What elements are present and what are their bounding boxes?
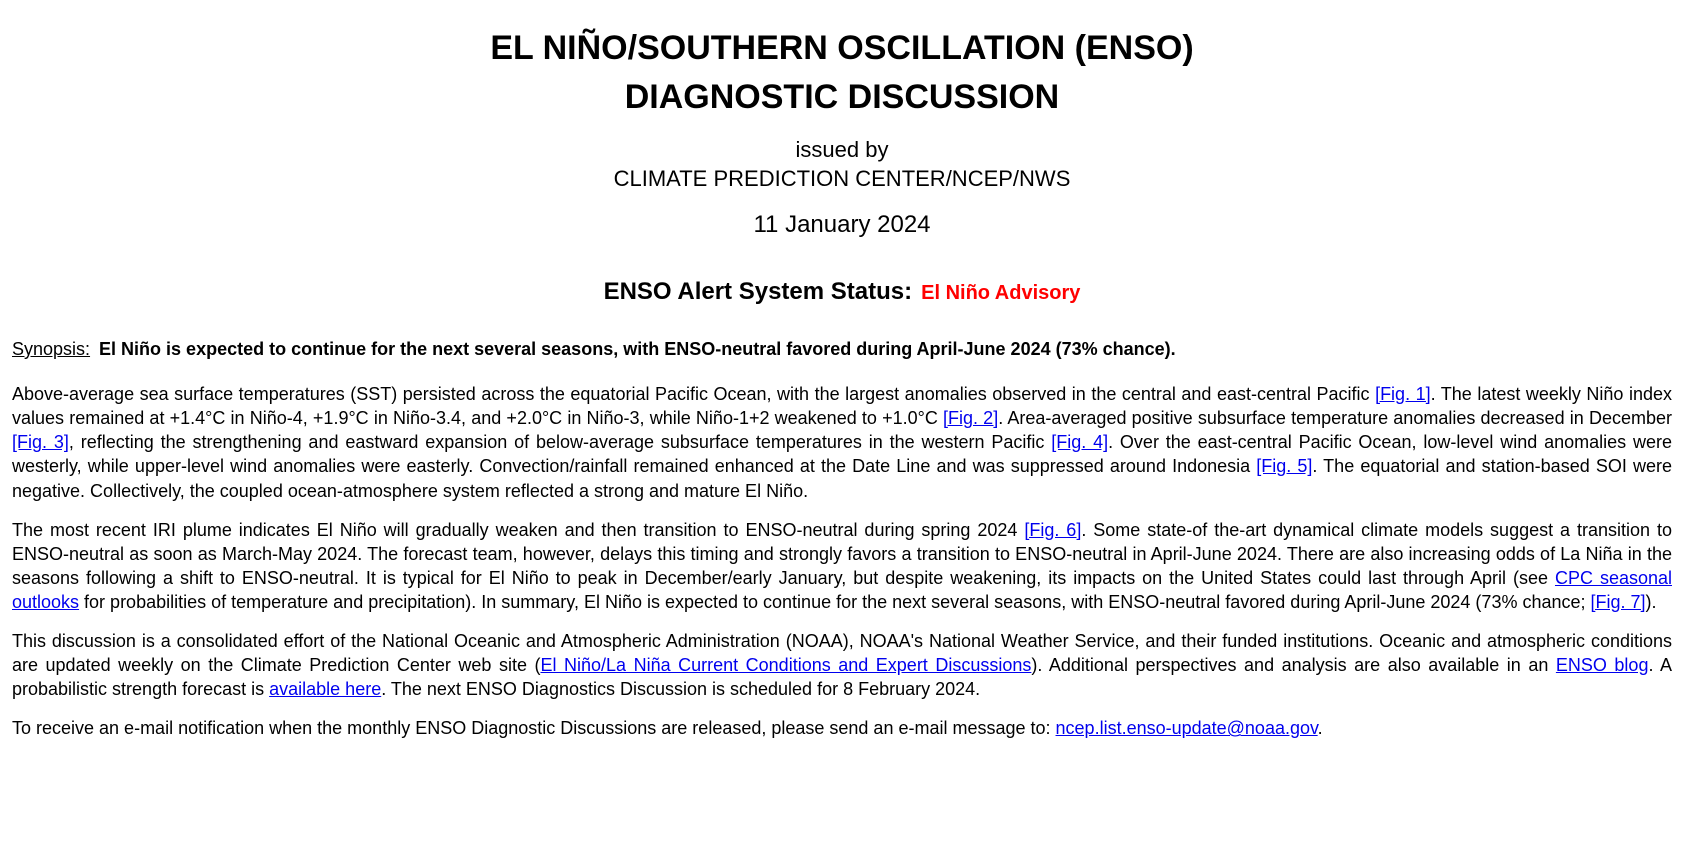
text-run: for probabilities of temperature and precipitation). In summary, El Niño is expected to continue for the next several seasons, with ENSO-neutral favored during April-June 2024 (73% chance; bbox=[79, 592, 1591, 613]
fig-6-link[interactable]: [Fig. 6] bbox=[1024, 519, 1082, 540]
text-run: ). Additional perspectives and analysis are also available in an bbox=[1031, 655, 1556, 676]
issue-date: 11 January 2024 bbox=[753, 210, 931, 238]
alert-status-label: ENSO Alert System Status: bbox=[603, 277, 913, 305]
fig-4-link[interactable]: [Fig. 4] bbox=[1051, 432, 1109, 453]
issued-by-label: issued by bbox=[795, 136, 889, 162]
text-run: ). bbox=[1645, 592, 1657, 613]
alert-status-line bbox=[12, 276, 1672, 307]
title-line-2: DIAGNOSTIC DISCUSSION bbox=[624, 78, 1060, 117]
text-run: . Area-averaged positive subsurface temperature anomalies decreased in December bbox=[998, 408, 1672, 429]
paragraph-ocean-conditions bbox=[12, 382, 1672, 503]
text-run: The most recent IRI plume indicates El Niño will gradually weaken and then transition to ENSO-neutral during spring 2024 bbox=[12, 519, 1025, 540]
synopsis-label: Synopsis: bbox=[12, 339, 91, 360]
text-run: , reflecting the strengthening and eastward expansion of below-average subsurface temperatures in the western Pacific bbox=[68, 432, 1052, 453]
available-here-link[interactable]: available here bbox=[269, 679, 382, 700]
current-conditions-link[interactable]: El Niño/La Niña Current Conditions and Expert Discussions bbox=[540, 655, 1032, 676]
fig-7-link[interactable]: [Fig. 7] bbox=[1590, 592, 1646, 613]
alert-status-value: El Niño Advisory bbox=[921, 281, 1081, 304]
text-run: To receive an e-mail notification when the monthly ENSO Diagnostic Discussions are released, please send an e-mail message to: bbox=[12, 718, 1056, 739]
text-run: . The latest weekly Niño index values remained at +1.4°C in Niño-4, +1.9°C in Niño-3.4, and +2.0°C in Niño-3, while Niño-1+2 weakened to +1.0°C bbox=[12, 384, 1672, 429]
text-run: . bbox=[1317, 718, 1323, 739]
title-line-1: EL NIÑO/SOUTHERN OSCILLATION (ENSO) bbox=[490, 29, 1194, 67]
fig-2-link[interactable]: [Fig. 2] bbox=[943, 408, 999, 429]
fig-5-link[interactable]: [Fig. 5] bbox=[1256, 456, 1313, 477]
text-run: Above-average sea surface temperatures (SST) persisted across the equatorial Pacific Ocean, with the largest anomalies observed in the central and east-central Pacific bbox=[12, 384, 1376, 405]
paragraph-attribution-resources bbox=[12, 629, 1672, 701]
fig-1-link[interactable]: [Fig. 1] bbox=[1375, 384, 1431, 405]
text-run: . The equatorial and station-based SOI were negative. Collectively, the coupled ocean-atmosphere system reflected a strong and mature El Niño. bbox=[12, 456, 1672, 501]
text-run: . The next ENSO Diagnostics Discussion is scheduled for 8 February 2024. bbox=[381, 679, 981, 700]
cpc-seasonal-outlooks-link[interactable]: CPC seasonal outlooks bbox=[12, 567, 1672, 613]
page-title bbox=[12, 20, 1672, 123]
paragraph-email-notification bbox=[12, 716, 1672, 740]
text-run: This discussion is a consolidated effort of the National Oceanic and Atmospheric Administration (NOAA), NOAA's National Weather Service, and their funded institutions. Oceanic and atmospheric conditions are updated weekly on the Climate Prediction Center web site ( bbox=[12, 631, 1672, 676]
text-run: . A probabilistic strength forecast is bbox=[12, 655, 1673, 700]
text-run: . Some state-of the-art dynamical climate models suggest a transition to ENSO-neutral as soon as March-May 2024. The forecast team, however, delays this timing and strongly favors a transition to ENSO-neutral in April-June 2024. There are also increasing odds of La Niña in the seasons following a shift to ENSO-neutral. It is typical for El Niño to peak in December/early January, but despite weakening, its impacts on the United States could last through April (see bbox=[12, 519, 1672, 588]
enso-update-email-link[interactable]: ncep.list.enso-update@noaa.gov bbox=[1055, 718, 1318, 739]
fig-3-link[interactable]: [Fig. 3] bbox=[12, 432, 69, 453]
paragraph-forecast-outlook bbox=[12, 518, 1672, 614]
issuer-name: CLIMATE PREDICTION CENTER/NCEP/NWS bbox=[613, 165, 1071, 191]
issued-by-block bbox=[12, 135, 1672, 193]
enso-blog-link[interactable]: ENSO blog bbox=[1555, 655, 1649, 676]
text-run: . Over the east-central Pacific Ocean, low-level wind anomalies were westerly, while upper-level wind anomalies were easterly. Convection/rainfall remained enhanced at the Date Line and was suppressed around Indonesia bbox=[12, 432, 1672, 477]
synopsis-text: El Niño is expected to continue for the next several seasons, with ENSO-neutral favored during April-June 2024 (73% chance). bbox=[99, 339, 1176, 360]
synopsis-line bbox=[12, 337, 1672, 361]
